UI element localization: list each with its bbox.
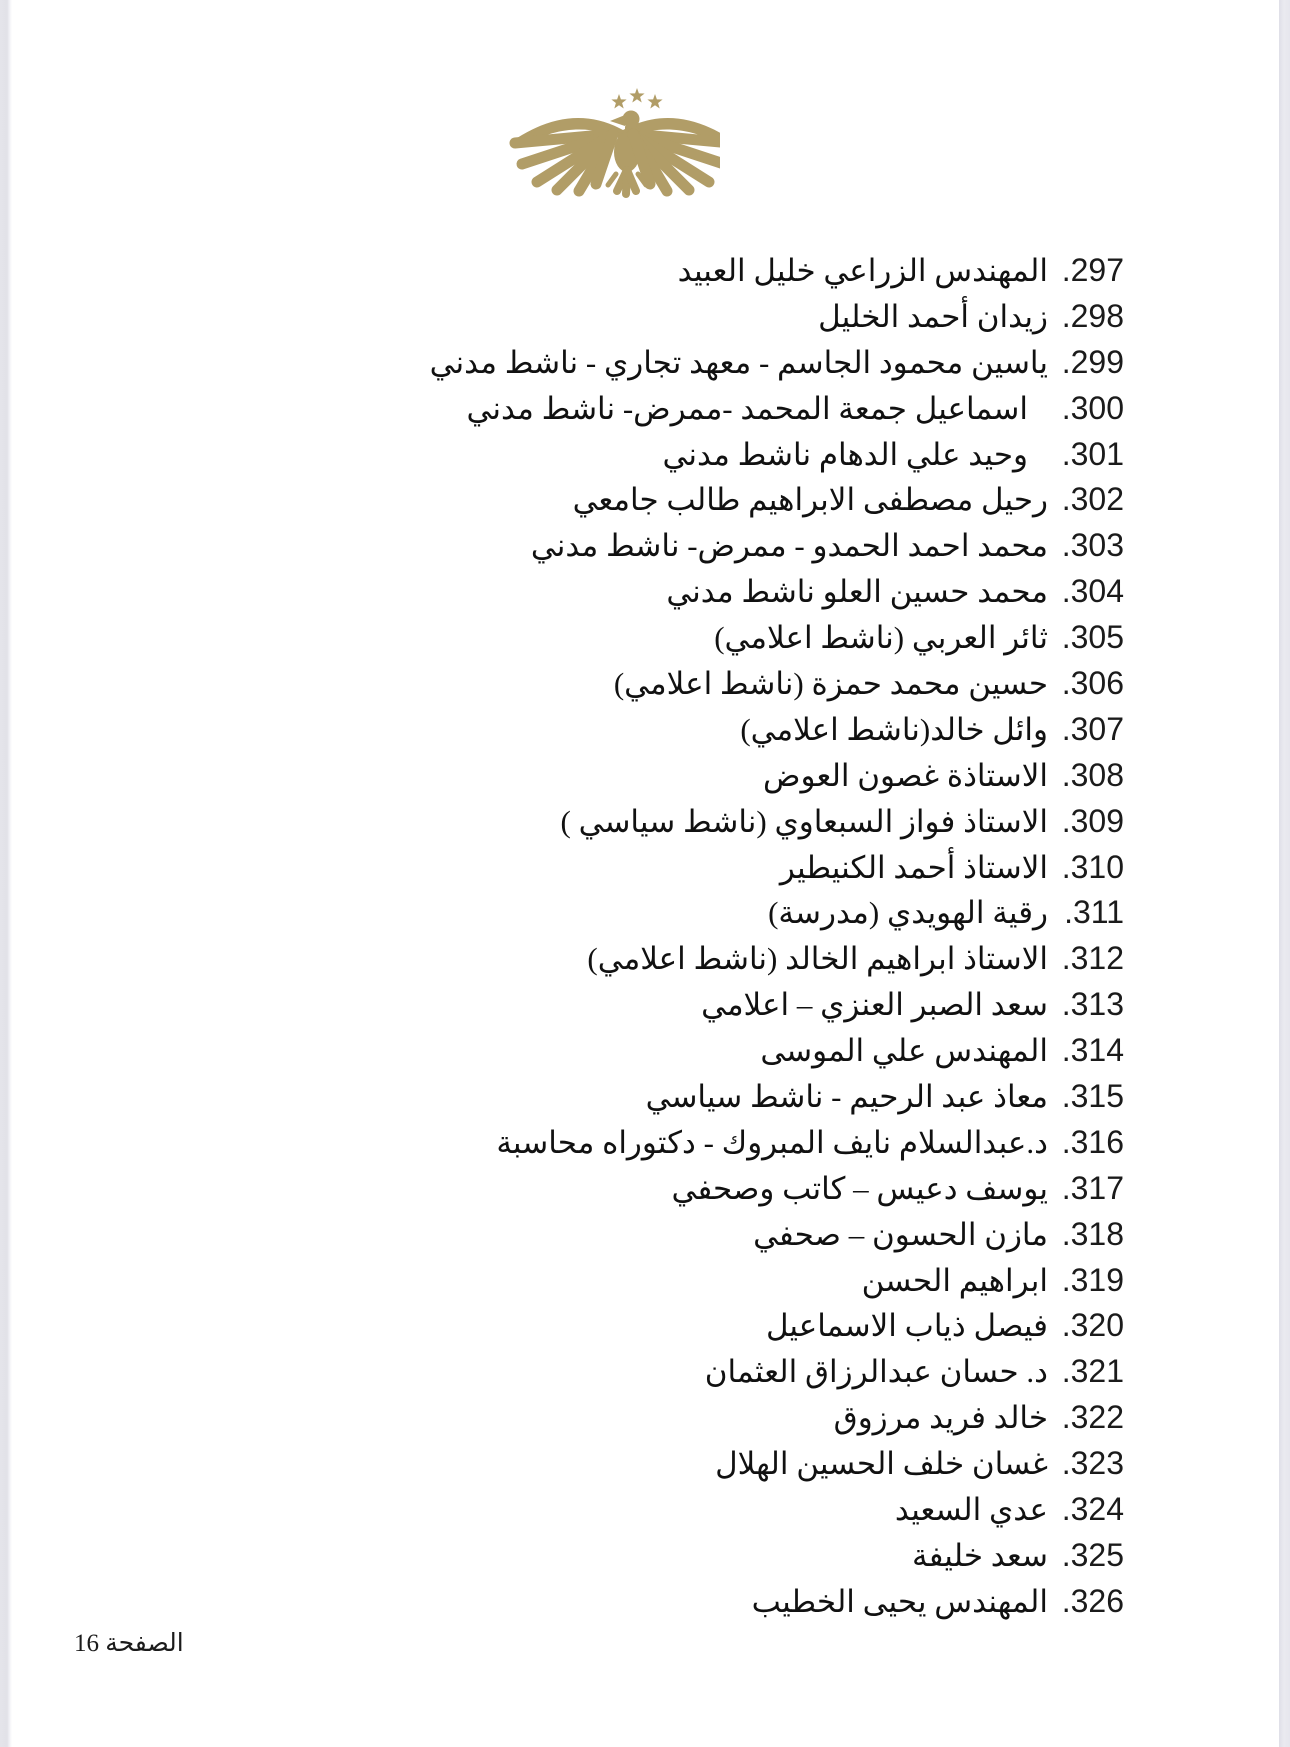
list-item <box>52 432 1124 478</box>
item-name: يوسف دعيس – كاتب وصحفي <box>671 1170 1048 1206</box>
item-number: 305. <box>1061 619 1124 656</box>
page-number-label: الصفحة 16 <box>74 1630 184 1657</box>
list-item <box>52 1533 1124 1579</box>
names-list <box>12 248 1279 1625</box>
list-item <box>52 1441 1124 1487</box>
star-icon <box>629 88 644 103</box>
list-item <box>52 707 1124 753</box>
item-number: 303. <box>1061 527 1124 564</box>
list-item <box>52 248 1124 294</box>
list-item <box>52 1395 1124 1441</box>
list-item <box>52 523 1124 569</box>
item-number: 324. <box>1061 1491 1124 1528</box>
item-number: 300. <box>1061 389 1124 426</box>
list-item <box>52 1579 1124 1625</box>
item-number: 306. <box>1061 665 1124 702</box>
item-name: رقية الهويدي (مدرسة) <box>768 895 1048 931</box>
item-number: 298. <box>1061 297 1124 334</box>
list-item <box>52 982 1124 1028</box>
item-number: 323. <box>1061 1445 1124 1482</box>
item-number: 302. <box>1061 481 1124 518</box>
list-item <box>52 753 1124 799</box>
item-name: زيدان أحمد الخليل <box>818 298 1048 334</box>
list-item <box>52 890 1124 936</box>
item-number: 325. <box>1061 1536 1124 1573</box>
list-item <box>52 294 1124 340</box>
item-number: 299. <box>1061 343 1124 380</box>
item-number: 315. <box>1061 1078 1124 1115</box>
item-name: فيصل ذياب الاسماعيل <box>765 1308 1048 1344</box>
item-name: ياسين محمود الجاسم - معهد تجاري - ناشط مدني <box>429 344 1048 380</box>
list-item <box>52 1166 1124 1212</box>
item-name: محمد احمد الحمدو - ممرض- ناشط مدني <box>530 528 1048 564</box>
list-item <box>52 1487 1124 1533</box>
item-number: 314. <box>1061 1032 1124 1069</box>
item-name: د. حسان عبدالرزاق العثمان <box>704 1354 1048 1390</box>
list-item <box>52 845 1124 891</box>
list-item <box>52 936 1124 982</box>
list-item <box>52 661 1124 707</box>
item-name: مازن الحسون – صحفي <box>753 1216 1048 1252</box>
list-item <box>52 386 1124 432</box>
item-number: 326. <box>1061 1582 1124 1619</box>
item-name: د.عبدالسلام نايف المبروك - دكتوراه محاسبة <box>496 1124 1048 1160</box>
item-name: الاستاذ فواز السبعاوي (ناشط سياسي ) <box>560 803 1048 839</box>
item-name: عدي السعيد <box>894 1492 1048 1528</box>
item-number: 320. <box>1061 1307 1124 1344</box>
list-item <box>52 1349 1124 1395</box>
item-name: رحيل مصطفى الابراهيم طالب جامعي <box>572 482 1048 518</box>
item-name: المهندس الزراعي خليل العبيد <box>677 253 1048 288</box>
list-item <box>52 1258 1124 1304</box>
list-item <box>52 799 1124 845</box>
item-name: الاستاذ أحمد الكنيطير <box>779 849 1048 885</box>
item-number: 312. <box>1061 940 1124 977</box>
list-item <box>52 1120 1124 1166</box>
item-name: خالد فريد مرزوق <box>833 1400 1048 1436</box>
left-page-edge <box>0 0 12 1747</box>
item-name: المهندس يحيى الخطيب <box>751 1583 1048 1619</box>
document-page <box>12 0 1279 1747</box>
item-number: 301. <box>1061 435 1124 472</box>
item-name: الاستاذ ابراهيم الخالد (ناشط اعلامي) <box>587 941 1048 977</box>
eagle-emblem <box>505 86 720 200</box>
item-number: 309. <box>1061 802 1124 839</box>
right-page-edge <box>1278 0 1290 1747</box>
item-name: ثائر العربي (ناشط اعلامي) <box>714 620 1048 656</box>
item-number: 308. <box>1061 756 1124 793</box>
item-number: 310. <box>1061 848 1124 885</box>
item-number: 317. <box>1061 1169 1124 1206</box>
item-number: 307. <box>1061 710 1124 747</box>
list-item <box>52 1028 1124 1074</box>
item-name: سعد الصبر العنزي – اعلامي <box>701 987 1048 1023</box>
item-number: 319. <box>1061 1261 1124 1298</box>
list-item <box>52 1074 1124 1120</box>
star-icon <box>611 94 626 109</box>
list-item <box>52 569 1124 615</box>
list-item <box>52 340 1124 386</box>
list-item <box>52 477 1124 523</box>
item-number: 322. <box>1061 1399 1124 1436</box>
star-icon <box>647 94 662 109</box>
list-item <box>52 615 1124 661</box>
item-name: وحيد علي الدهام ناشط مدني <box>662 436 1028 472</box>
list-item <box>52 1212 1124 1258</box>
item-number: 304. <box>1061 573 1124 610</box>
item-name: الاستاذة غصون العوض <box>763 757 1048 793</box>
golden-eagle-icon <box>505 86 720 200</box>
item-name: حسين محمد حمزة (ناشط اعلامي) <box>613 666 1048 702</box>
item-name: ابراهيم الحسن <box>861 1262 1048 1298</box>
item-number: 297. <box>1061 252 1124 288</box>
item-name: محمد حسين العلو ناشط مدني <box>666 574 1048 610</box>
item-number: 318. <box>1061 1215 1124 1252</box>
item-name: معاذ عبد الرحيم - ناشط سياسي <box>645 1079 1048 1115</box>
item-name: وائل خالد(ناشط اعلامي) <box>740 711 1048 747</box>
list-item <box>52 1303 1124 1349</box>
item-name: سعد خليفة <box>911 1537 1048 1573</box>
item-number: 321. <box>1061 1353 1124 1390</box>
item-name: المهندس علي الموسى <box>760 1033 1048 1069</box>
item-name: اسماعيل جمعة المحمد -ممرض- ناشط مدني <box>466 390 1028 426</box>
item-number: 316. <box>1061 1123 1124 1160</box>
item-name: غسان خلف الحسين الهلال <box>715 1446 1048 1482</box>
item-number: 311. <box>1064 894 1124 931</box>
item-number: 313. <box>1061 986 1124 1023</box>
